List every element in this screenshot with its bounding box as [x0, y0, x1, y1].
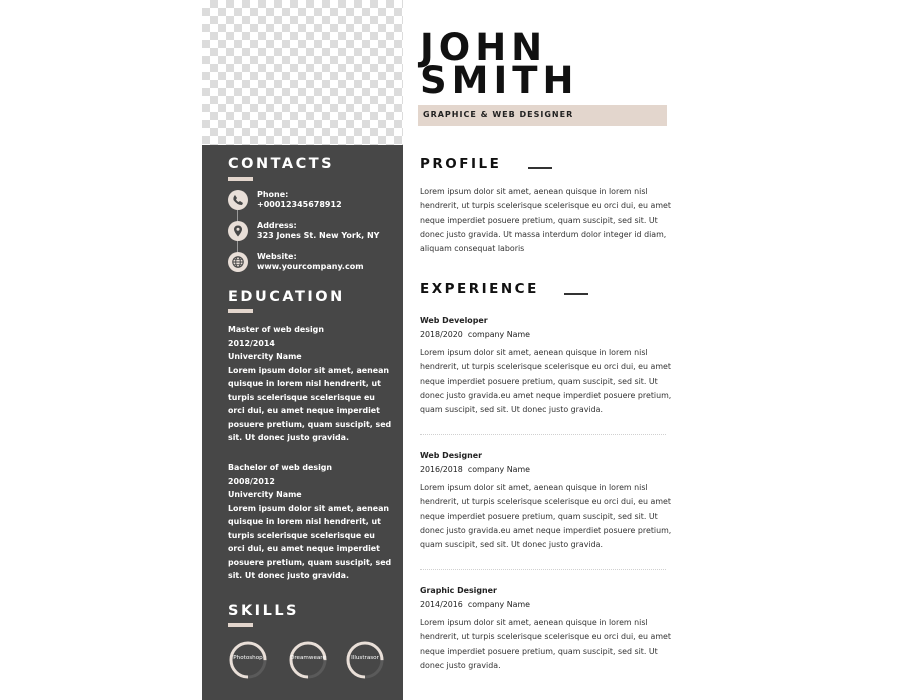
tagline-banner: [418, 105, 667, 126]
skill-label: Illustrasor: [351, 655, 379, 661]
job-meta: [420, 465, 530, 474]
job-title: Web Developer: [420, 316, 488, 325]
profile-heading: PROFILE: [420, 156, 502, 172]
first-name: JOHN: [420, 26, 548, 69]
contacts-heading-underline: [228, 177, 253, 181]
education-school: Univercity Name: [228, 490, 302, 499]
profile-text: Lorem ipsum dolor sit amet, aenean quisque in lorem nisl hendrerit, ut turpis scelerisque scelerisque eu orci dui, eu amet neque imperdiet posuere pretium, quam suscipit, sed sit. Ut donec justo gravida. Ut massa interdum dolor integer id diam, aliquam consequat laboris: [420, 187, 671, 254]
skills-heading-underline: [228, 623, 253, 627]
job-meta: [420, 330, 530, 339]
education-years: 2008/2012: [228, 476, 275, 486]
contact-website: [228, 252, 398, 278]
profile-heading-line: [528, 167, 552, 169]
job-description: Lorem ipsum dolor sit amet, aenean quisque in lorem nisl hendrerit, ut turpis scelerisque scelerisque eu orci dui, eu amet neque imperdiet posuere pretium, quam suscipit, sed sit. Ut donec justo gravida.eu amet neque imperdiet posuere pretium, quam suscipit, sed sit. Ut donec justo gravida.: [420, 483, 672, 550]
education-entry: [228, 323, 392, 445]
contact-website-text: [257, 252, 364, 272]
contact-address-label: Address:: [257, 221, 297, 230]
skill-ring: [345, 640, 385, 680]
job-divider: [420, 434, 666, 435]
job-years: 2014/2016: [420, 600, 463, 609]
resume-page: [202, 0, 699, 700]
skill-ring: [288, 640, 328, 680]
job-description: Lorem ipsum dolor sit amet, aenean quisque in lorem nisl hendrerit, ut turpis scelerisque scelerisque eu orci dui, eu amet neque imperdiet posuere pretium, quam suscipit, sed sit. Ut donec justo gravida.: [420, 618, 671, 670]
contact-phone-label: Phone:: [257, 190, 289, 199]
contact-phone: [228, 190, 398, 216]
education-school: Univercity Name: [228, 352, 302, 361]
job-divider: [420, 569, 666, 570]
education-degree: Master of web design: [228, 325, 324, 334]
job-years: 2016/2018: [420, 465, 463, 474]
education-degree: Bachelor of web design: [228, 463, 333, 472]
education-heading: EDUCATION: [228, 289, 345, 305]
job-title: Web Designer: [420, 451, 482, 460]
last-name: SMITH: [420, 59, 579, 102]
contact-phone-value: +00012345678912: [257, 200, 342, 209]
skill-ring: [228, 640, 268, 680]
contact-website-label: Website:: [257, 252, 297, 261]
education-entry: [228, 461, 392, 583]
skill-label: Dreamweare: [290, 655, 326, 661]
education-description: Lorem ipsum dolor sit amet, aenean quisque in lorem nisl hendrerit, ut turpis scelerisque scelerisque eu orci dui, eu amet neque imperdiet posuere pretium, quam suscipit, sed sit. Ut donec justo gravida.: [228, 503, 392, 580]
job-company: company Name: [467, 465, 531, 474]
tagline: GRAPHICE & WEB DESIGNER: [423, 110, 574, 119]
job-title: Graphic Designer: [420, 586, 497, 595]
skill-label: Photoshop: [233, 655, 263, 661]
job-company: company Name: [467, 330, 531, 339]
experience-heading: EXPERIENCE: [420, 281, 539, 297]
job-meta: [420, 600, 530, 609]
education-years: 2012/2014: [228, 338, 275, 348]
contact-address-text: [257, 221, 379, 241]
contact-address-value: 323 Jones St. New York, NY: [257, 231, 380, 240]
sidebar: [202, 145, 403, 700]
job-company: company Name: [467, 600, 531, 609]
contact-website-value: www.yourcompany.com: [257, 262, 364, 271]
contact-phone-text: [257, 190, 342, 210]
contact-address: [228, 221, 398, 247]
job-years: 2018/2020: [420, 330, 463, 339]
location-pin-icon: [228, 221, 248, 241]
photo-placeholder: [202, 0, 403, 145]
contacts-heading: CONTACTS: [228, 156, 335, 172]
phone-icon: [228, 190, 248, 210]
globe-icon: [228, 252, 248, 272]
education-heading-underline: [228, 309, 253, 313]
education-description: Lorem ipsum dolor sit amet, aenean quisque in lorem nisl hendrerit, ut turpis scelerisque scelerisque eu orci dui, eu amet neque imperdiet posuere pretium, quam suscipit, sed sit. Ut donec justo gravida.: [228, 365, 392, 442]
experience-heading-line: [564, 293, 588, 295]
skills-row: [226, 640, 396, 686]
job-description: Lorem ipsum dolor sit amet, aenean quisque in lorem nisl hendrerit, ut turpis scelerisque scelerisque eu orci dui, eu amet neque imperdiet posuere pretium, quam suscipit, sed sit. Ut donec justo gravida.eu amet neque imperdiet posuere pretium, quam suscipit, sed sit. Ut donec justo gravida.: [420, 348, 672, 415]
skills-heading: SKILLS: [228, 603, 299, 619]
